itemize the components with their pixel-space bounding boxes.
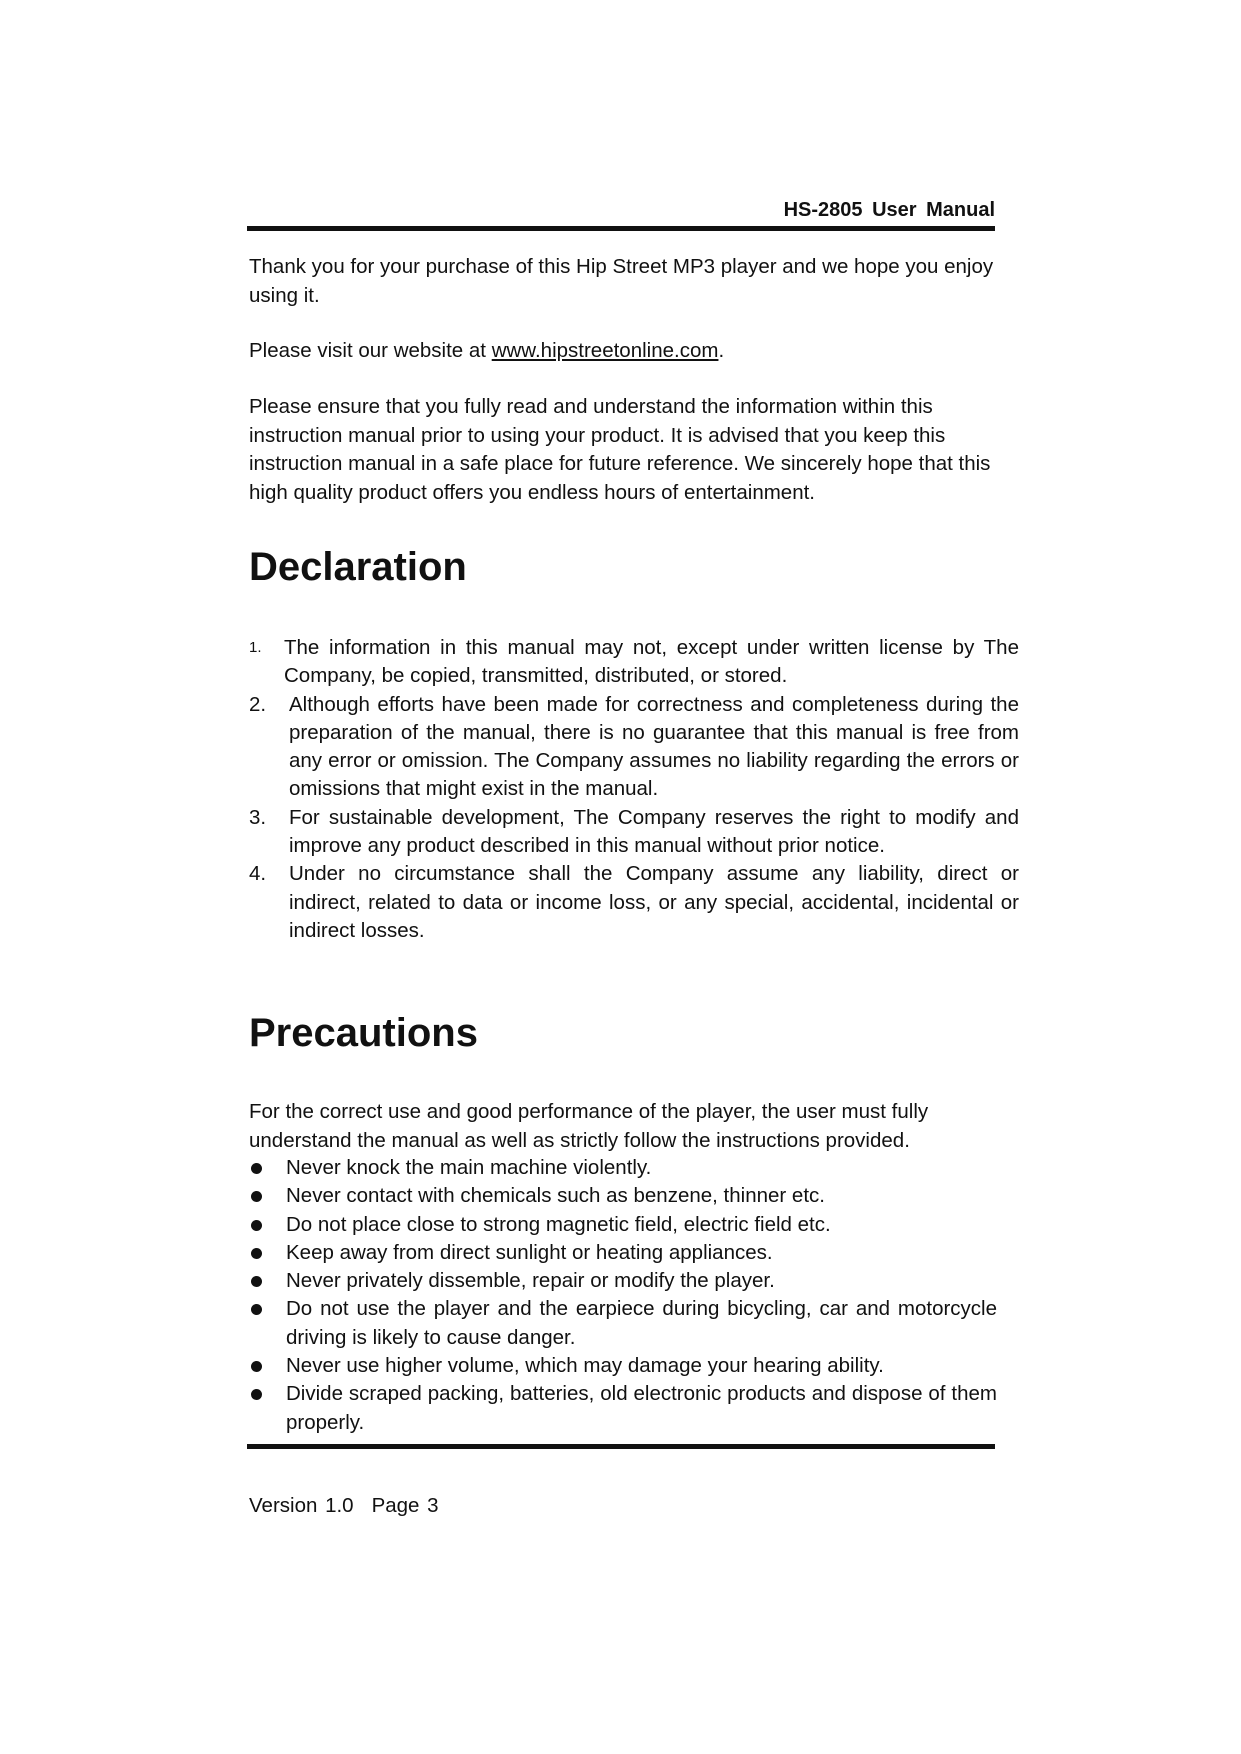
precaution-text: Never contact with chemicals such as benzene, thinner etc. bbox=[286, 1184, 825, 1208]
precautions-list bbox=[249, 1154, 997, 1437]
precaution-item bbox=[249, 1182, 997, 1210]
declaration-item bbox=[249, 860, 1019, 945]
page-number: Page 3 bbox=[371, 1494, 439, 1517]
bullet-icon bbox=[251, 1389, 262, 1400]
precaution-text: Never privately dissemble, repair or modify the player. bbox=[286, 1269, 775, 1293]
declaration-item-number: 4. bbox=[249, 862, 267, 886]
declaration-item-number: 2. bbox=[249, 692, 267, 716]
declaration-heading: Declaration bbox=[249, 545, 467, 589]
declaration-item bbox=[249, 634, 1019, 691]
manual-header-title: HS-2805 User Manual bbox=[783, 199, 995, 221]
precaution-item bbox=[249, 1380, 997, 1437]
bullet-icon bbox=[251, 1361, 262, 1372]
bullet-icon bbox=[251, 1220, 262, 1231]
bullet-icon bbox=[251, 1248, 262, 1259]
precaution-item bbox=[249, 1267, 997, 1295]
precaution-item bbox=[249, 1154, 997, 1182]
declaration-item bbox=[249, 691, 1019, 804]
precaution-text: Do not place close to strong magnetic field, electric field etc. bbox=[286, 1212, 831, 1236]
bullet-icon bbox=[251, 1163, 262, 1174]
precaution-text: Keep away from direct sunlight or heating appliances. bbox=[286, 1240, 773, 1264]
precautions-heading: Precautions bbox=[249, 1011, 478, 1055]
website-paragraph bbox=[249, 337, 1009, 366]
thank-you-paragraph: Thank you for your purchase of this Hip Street MP3 player and we hope you enjoy using it. bbox=[249, 255, 994, 307]
precaution-item bbox=[249, 1295, 997, 1352]
precaution-text: Never use higher volume, which may damage your hearing ability. bbox=[286, 1354, 884, 1378]
declaration-item-text: The information in this manual may not, except under written license by The Company, be copied, transmitted, distributed, or stored. bbox=[284, 636, 1019, 688]
precautions-intro: For the correct use and good performance of the player, the user must fully understand the manual as well as strictly follow the instructions provided. bbox=[249, 1100, 929, 1152]
version-label: Version 1.0 bbox=[249, 1494, 354, 1517]
precaution-text: Do not use the player and the earpiece during bicycling, car and motorcycle driving is likely to cause danger. bbox=[286, 1297, 997, 1349]
declaration-item-number: 3. bbox=[249, 805, 267, 829]
header-rule bbox=[247, 226, 995, 231]
precaution-item bbox=[249, 1239, 997, 1267]
page-footer bbox=[249, 1494, 439, 1518]
declaration-item bbox=[249, 804, 1019, 861]
website-link[interactable]: www.hipstreetonline.com bbox=[491, 339, 719, 362]
declaration-item-text: Although efforts have been made for correctness and completeness during the preparation of the manual, there is no guarantee that this manual is free from any error or omission. The Company assumes no liability regarding the errors or omissions that might exist in the manual. bbox=[289, 692, 1019, 801]
declaration-item-number: 1. bbox=[249, 639, 262, 656]
bullet-icon bbox=[251, 1276, 262, 1287]
precaution-text: Never knock the main machine violently. bbox=[286, 1156, 652, 1179]
declaration-item-text: Under no circumstance shall the Company assume any liability, direct or indirect, related to data or income loss, or any special, accidental, incidental or indirect losses. bbox=[289, 862, 1019, 942]
website-prefix: Please visit our website at bbox=[249, 339, 492, 362]
declaration-list bbox=[249, 634, 1019, 945]
website-suffix: . bbox=[718, 339, 725, 362]
declaration-item-text: For sustainable development, The Company reserves the right to modify and improve any product described in this manual without prior notice. bbox=[289, 805, 1019, 858]
precaution-item bbox=[249, 1352, 997, 1380]
bullet-icon bbox=[251, 1191, 262, 1202]
precaution-item bbox=[249, 1211, 997, 1239]
footer-rule bbox=[247, 1444, 995, 1449]
precaution-text: Divide scraped packing, batteries, old electronic products and dispose of them properly. bbox=[286, 1382, 997, 1434]
bullet-icon bbox=[251, 1304, 262, 1315]
ensure-paragraph: Please ensure that you fully read and understand the information within this instruction manual prior to using your product. It is advised that you keep this instruction manual in a safe place for future reference. We sincerely hope that this high quality product offers you endless hours of entertainment. bbox=[249, 395, 991, 504]
